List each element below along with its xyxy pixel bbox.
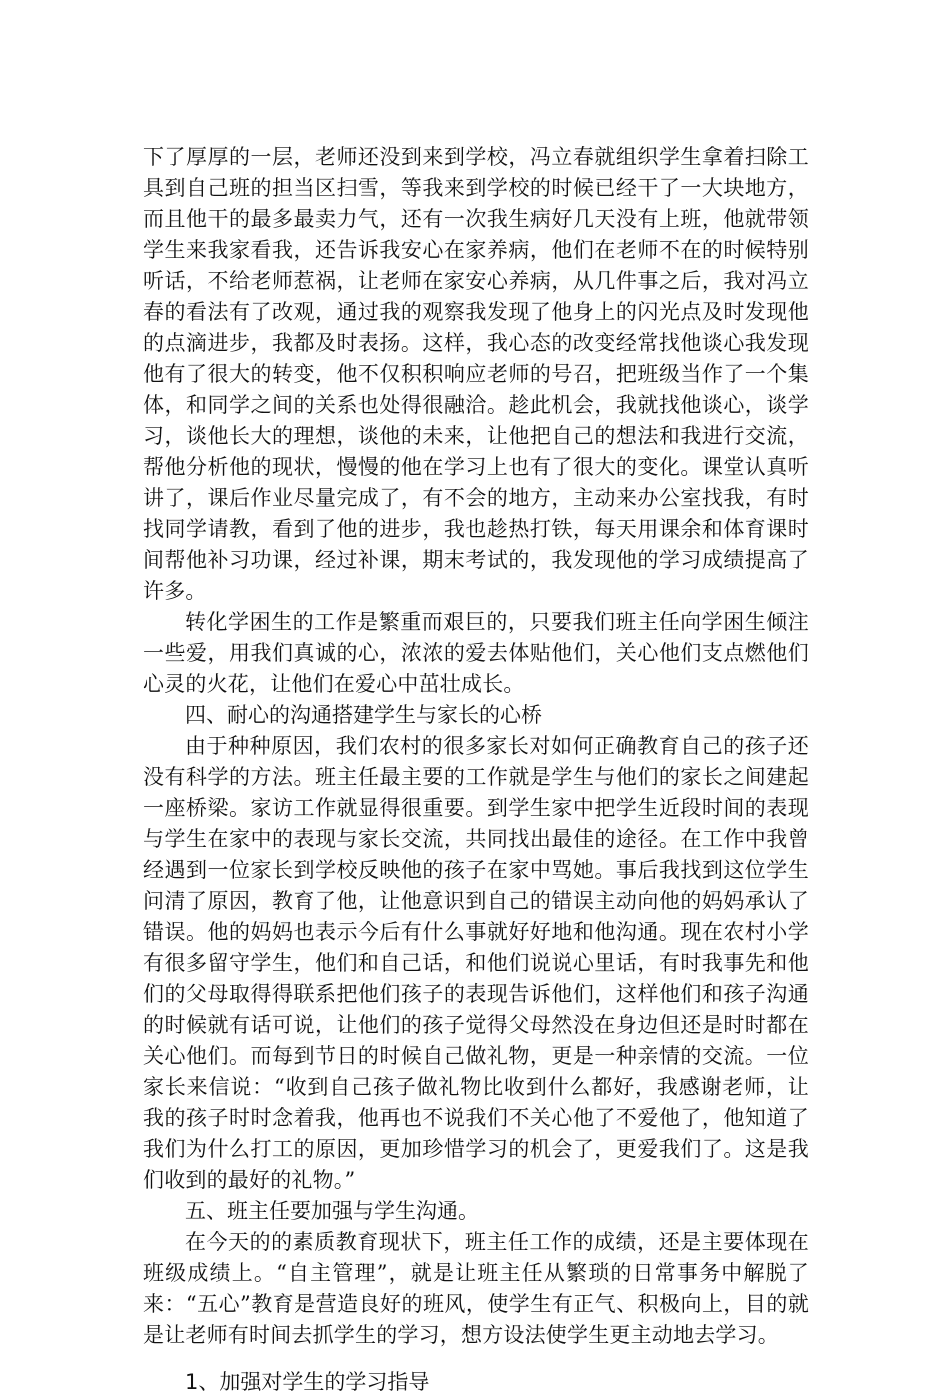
body-paragraph-4: 在今天的的素质教育现状下，班主任工作的成绩，还是主要体现在班级成绩上。“自主管理”，就是让班主任从繁琐的日常事务中解脱了来：“五心”教育是营造良好的班风，使学生有正气、积极向上，目的就是让老师有时间去抓学生的学习，想方设法使学生更主动地去学习。 (143, 1230, 809, 1347)
body-paragraph-1: 下了厚厚的一层，老师还没到来到学校，冯立春就组织学生拿着扫除工具到自己班的担当区扫雪，等我来到学校的时候已经干了一大块地方，而且他干的最多最卖力气，还有一次我生病好几天没有上班，他就带领学生来我家看我，还告诉我安心在家养病，他们在老师不在的时候特别听话，不给老师惹祸，让老师在家安心养病，从几件事之后，我对冯立春的看法有了改观，通过我的观察我发现了他身上的闪光点及时发现他的点滴进步，我都及时表扬。这样，我心态的改变经常找他谈心我发现他有了很大的转变，他不仅积积响应老师的号召，把班级当作了一个集体，和同学之间的关系也处得很融洽。趁此机会，我就找他谈心，谈学习，谈他长大的理想，谈他的未来，让他把自己的想法和我进行交流，帮他分析他的现状，慢慢的他在学习上也有了很大的变化。课堂认真听讲了，课后作业尽量完成了，有不会的地方，主动来办公室找我，有时找同学请教，看到了他的进步，我也趁热打铁，每天用课余和体育课时间帮他补习功课，经过补课，期末考试的，我发现他的学习成绩提高了许多。 (143, 145, 809, 603)
document-page (143, 142, 809, 1398)
body-paragraph-2: 转化学困生的工作是繁重而艰巨的，只要我们班主任向学困生倾注一些爱，用我们真诚的心，浓浓的爱去体贴他们，关心他们支点燃他们心灵的火花，让他们在爱心中茁壮成长。 (143, 610, 809, 696)
section-heading-4: 四、耐心的沟通搭建学生与家长的心桥 (185, 703, 542, 727)
subsection-heading-1: 1、加强对学生的学习指导 (185, 1370, 430, 1394)
body-paragraph-3: 由于种种原因，我们农村的很多家长对如何正确教育自己的孩子还没有科学的方法。班主任最主要的工作就是学生与他们的家长之间建起一座桥梁。家访工作就显得很重要。到学生家中把学生近段时间的表现与学生在家中的表现与家长交流，共同找出最佳的途径。在工作中我曾经遇到一位家长到学校反映他的孩子在家中骂她。事后我找到这位学生问清了原因，教育了他，让他意识到自己的错误主动向他的妈妈承认了错误。他的妈妈也表示今后有什么事就好好地和他沟通。现在农村小学有很多留守学生，他们和自己话，和他们说说心里话，有时我事先和他们的父母取得得联系把他们孩子的表现告诉他们，这样他们和孩子沟通的时候就有话可说，让他们的孩子觉得父母然没在身边但还是时时都在关心他们。而每到节日的时候自己做礼物，更是一种亲情的交流。一位家长来信说：“收到自己孩子做礼物比收到什么都好，我感谢老师，让我的孩子时时念着我，他再也不说我们不关心他了不爱他了，他知道了我们为什么打工的原因，更加珍惜学习的机会了，更爱我们了。这是我们收到的最好的礼物。” (143, 734, 809, 1192)
section-heading-5: 五、班主任要加强与学生沟通。 (185, 1199, 479, 1223)
